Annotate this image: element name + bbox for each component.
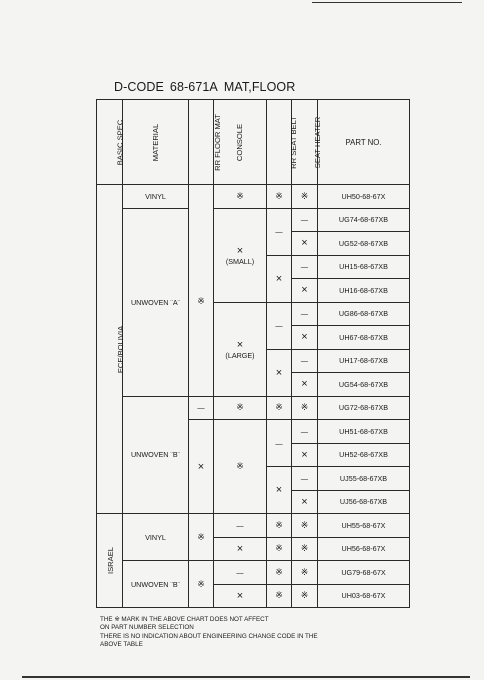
- footnote-line: ABOVE TABLE: [100, 641, 143, 649]
- header-console: CONSOLE: [214, 100, 267, 185]
- spec-ece-bolivia: ECE/BOLIVIA: [97, 185, 123, 514]
- header-rr-floor-mat: RR FLOOR MAT: [189, 100, 214, 185]
- dash-mark: —: [267, 420, 292, 467]
- star-mark: ※: [189, 561, 214, 608]
- part-number: UH17-68-67XB: [318, 349, 410, 373]
- cross-mark: ×: [267, 255, 292, 302]
- star-mark: ※: [267, 561, 292, 585]
- header-basic-spec: BASIC SPEC: [97, 100, 123, 185]
- cross-mark: ×: [267, 467, 292, 514]
- part-number: UH55-68-67X: [318, 514, 410, 538]
- part-number: UH67-68-67XB: [318, 326, 410, 350]
- star-mark: ※: [189, 514, 214, 561]
- part-number: UH50-68-67X: [318, 185, 410, 209]
- table-row: [97, 185, 410, 209]
- part-number: UG79-68-67X: [318, 561, 410, 585]
- material-vinyl: VINYL: [123, 185, 189, 209]
- table-row: [97, 561, 410, 585]
- floor-mat-spec-table: [96, 99, 410, 608]
- part-number: UG72-68-67XB: [318, 396, 410, 420]
- cross-mark: ×: [189, 420, 214, 514]
- cross-mark: ×: [292, 373, 318, 397]
- spec-israel: ISRAEL: [97, 514, 123, 608]
- star-mark: ※: [267, 396, 292, 420]
- header-part-no: PART NO.: [318, 100, 410, 185]
- console-small: [214, 208, 267, 302]
- cross-mark: ×: [292, 279, 318, 303]
- part-number: UH15-68-67XB: [318, 255, 410, 279]
- part-number: UH03-68-67X: [318, 584, 410, 608]
- console-large: [214, 302, 267, 396]
- dash-mark: —: [292, 349, 318, 373]
- cross-mark: ×: [236, 244, 244, 257]
- title-number: 68-671A: [169, 80, 218, 94]
- star-mark: ※: [267, 514, 292, 538]
- title-code: D-CODE: [114, 80, 164, 94]
- star-mark: ※: [214, 420, 267, 514]
- footnote-line: ON PART NUMBER SELECTION: [100, 624, 194, 632]
- header-rr-seat-belt: RR SEAT BELT: [267, 100, 292, 185]
- part-number: UG86-68-67XB: [318, 302, 410, 326]
- cross-mark: ×: [292, 232, 318, 256]
- console-small-label: (SMALL): [225, 256, 255, 266]
- dash-mark: —: [214, 561, 267, 585]
- dash-mark: —: [267, 208, 292, 255]
- part-number: UJ55-68-67XB: [318, 467, 410, 491]
- dash-mark: —: [292, 420, 318, 444]
- star-mark: ※: [292, 185, 318, 209]
- part-number: UH56-68-67X: [318, 537, 410, 561]
- console-large-label: (LARGE): [225, 350, 255, 360]
- top-rule: [312, 2, 462, 3]
- material-unwoven-a: UNWOVEN ¨A¨: [123, 208, 189, 396]
- footnote-line: THE ※ MARK IN THE ABOVE CHART DOES NOT AFFECT: [100, 616, 269, 623]
- footnotes: [100, 616, 318, 650]
- table-row: [97, 396, 410, 420]
- part-number: UJ56-68-67XB: [318, 490, 410, 514]
- dash-mark: —: [214, 514, 267, 538]
- cross-mark: ×: [292, 490, 318, 514]
- star-mark: ※: [214, 185, 267, 209]
- part-number: UG52-68-67XB: [318, 232, 410, 256]
- part-number: UG74-68-67XB: [318, 208, 410, 232]
- header-material: MATERIAL: [123, 100, 189, 185]
- dash-mark: —: [292, 255, 318, 279]
- star-mark: ※: [267, 537, 292, 561]
- cell-empty: [189, 185, 214, 209]
- star-mark: ※: [292, 584, 318, 608]
- title-name: MAT,FLOOR: [223, 80, 296, 94]
- header-seat-heater: SEAT HEATER: [292, 100, 318, 185]
- footnote-line: THERE IS NO INDICATION ABOUT ENGINEERING CHANGE CODE IN THE: [100, 632, 318, 640]
- star-mark: ※: [267, 584, 292, 608]
- star-mark: ※: [189, 208, 214, 396]
- dash-mark: —: [292, 208, 318, 232]
- cross-mark: ×: [214, 537, 267, 561]
- part-number: UH16-68-67XB: [318, 279, 410, 303]
- dash-mark: —: [292, 302, 318, 326]
- table-row: [97, 514, 410, 538]
- dash-mark: —: [267, 302, 292, 349]
- star-mark: ※: [292, 396, 318, 420]
- star-mark: ※: [267, 185, 292, 209]
- header-row: [97, 100, 410, 185]
- part-number: UG54-68-67XB: [318, 373, 410, 397]
- material-unwoven-b: UNWOVEN ¨B¨: [123, 396, 189, 514]
- dash-mark: —: [292, 467, 318, 491]
- part-number: UH51-68-67XB: [318, 420, 410, 444]
- page-title: [114, 80, 295, 94]
- dash-mark: —: [189, 396, 214, 420]
- material-vinyl: VINYL: [123, 514, 189, 561]
- star-mark: ※: [292, 537, 318, 561]
- bottom-rule: [22, 676, 470, 678]
- star-mark: ※: [214, 396, 267, 420]
- cross-mark: ×: [292, 443, 318, 467]
- part-number: UH52-68-67XB: [318, 443, 410, 467]
- cross-mark: ×: [267, 349, 292, 396]
- star-mark: ※: [292, 514, 318, 538]
- cross-mark: ×: [292, 326, 318, 350]
- material-unwoven-b: UNWOVEN ¨B¨: [123, 561, 189, 608]
- star-mark: ※: [292, 561, 318, 585]
- cross-mark: ×: [214, 584, 267, 608]
- table-row: [97, 208, 410, 232]
- cross-mark: ×: [236, 338, 244, 351]
